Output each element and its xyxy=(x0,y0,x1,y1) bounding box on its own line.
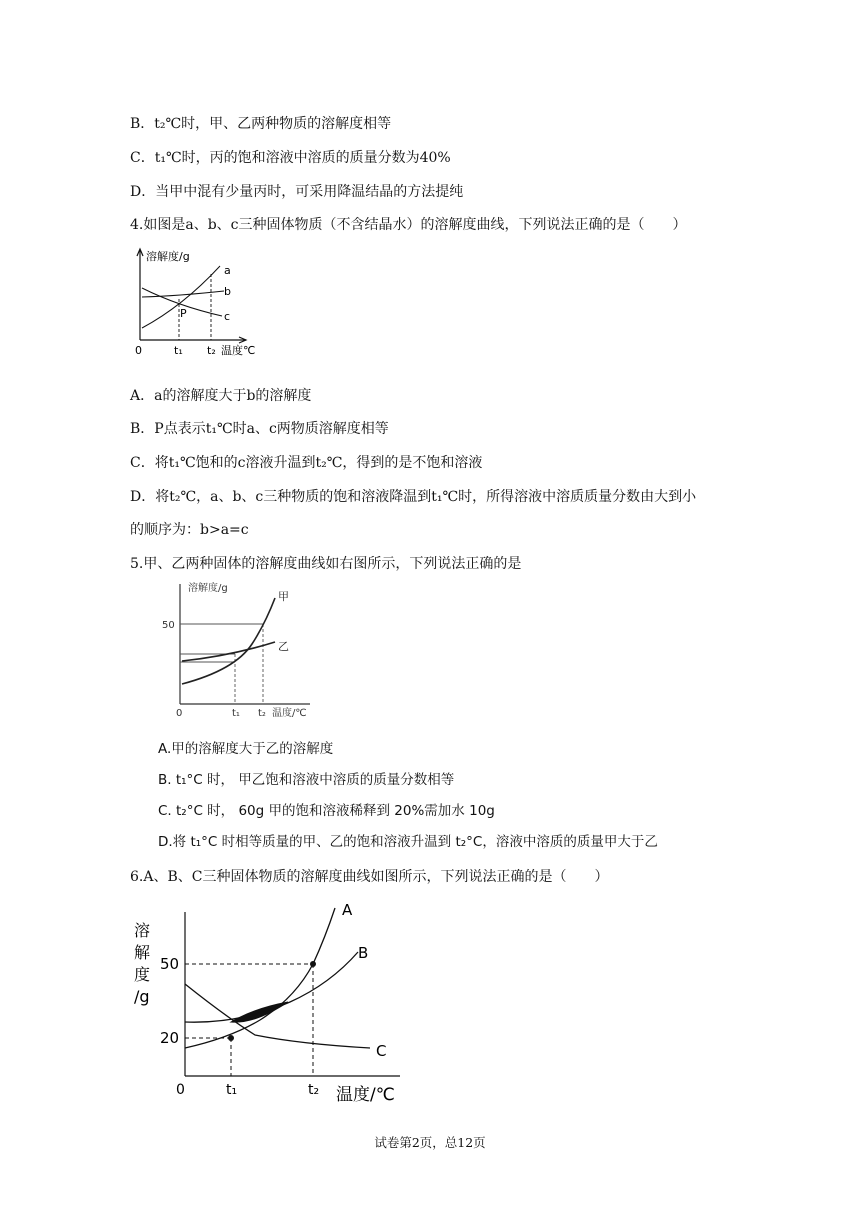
q3-option-c: C．t₁℃时，丙的饱和溶液中溶质的质量分数为40% xyxy=(130,150,451,166)
q5-option-b: B. t₁°C 时， 甲乙饱和溶液中溶质的质量分数相等 xyxy=(158,772,455,788)
q4-option-a: A．a的溶解度大于b的溶解度 xyxy=(130,388,312,404)
q5-curve-jia xyxy=(182,598,275,684)
q6-solubility-figure xyxy=(130,898,420,1108)
q6-t2-label: t₂ xyxy=(308,1082,320,1098)
q6-curve-c xyxy=(185,984,370,1048)
q4-point-p: P xyxy=(180,307,187,320)
q3-option-b: B．t₂℃时，甲、乙两种物质的溶解度相等 xyxy=(130,116,392,132)
q4-option-d-line2: 的顺序为：b>a=c xyxy=(130,522,249,538)
q4-stem: 4.如图是a、b、c三种固体物质（不含结晶水）的溶解度曲线，下列说法正确的是（ ） xyxy=(130,217,687,233)
q6-ylabel-4: /g xyxy=(134,987,150,1006)
q6-stem: 6.A、B、C三种固体物质的溶解度曲线如图所示，下列说法正确的是（ ） xyxy=(130,869,609,885)
q6-xlabel: 温度/℃ xyxy=(336,1085,395,1105)
q5-curve-yi xyxy=(182,642,275,661)
q4-option-b: B．P点表示t₁℃时a、c两物质溶解度相等 xyxy=(130,421,389,437)
page-footer: 试卷第2页，总12页 xyxy=(374,1135,486,1150)
q6-ylabel-2: 解 xyxy=(134,943,151,962)
q6-y50: 50 xyxy=(160,955,180,973)
q5-t2-label: t₂ xyxy=(258,708,266,719)
q5-ylabel: 溶解度/g xyxy=(188,583,228,594)
q5-xlabel: 温度/℃ xyxy=(272,708,307,719)
q6-label-a: A xyxy=(342,901,353,919)
q5-label-yi: 乙 xyxy=(278,640,289,653)
q4-t1-label: t₁ xyxy=(174,344,183,357)
q5-t1-label: t₁ xyxy=(232,708,240,719)
q5-label-jia: 甲 xyxy=(278,590,289,603)
q6-y20: 20 xyxy=(160,1029,180,1047)
q5-origin: 0 xyxy=(176,708,183,719)
q4-ylabel: 溶解度/g xyxy=(146,250,190,263)
q6-label-c: C xyxy=(376,1042,387,1060)
q5-solubility-figure xyxy=(160,576,330,721)
q4-xlabel: 温度℃ xyxy=(221,344,256,357)
q6-label-b: B xyxy=(358,944,369,962)
q4-solubility-figure xyxy=(128,244,268,358)
q4-label-b: b xyxy=(224,285,231,298)
q5-option-c: C. t₂°C 时， 60g 甲的饱和溶液稀释到 20%需加水 10g xyxy=(158,803,495,819)
q5-stem: 5.甲、乙两种固体的溶解度曲线如右图所示，下列说法正确的是 xyxy=(130,556,522,572)
q4-origin: 0 xyxy=(135,344,142,357)
q5-y50: 50 xyxy=(162,620,175,631)
q4-t2-label: t₂ xyxy=(207,344,216,357)
q4-label-c: c xyxy=(224,310,231,323)
q6-ylabel-1: 溶 xyxy=(134,921,151,940)
q4-option-c: C．将t₁℃饱和的c溶液升温到t₂℃，得到的是不饱和溶液 xyxy=(130,455,483,471)
q3-option-d: D．当甲中混有少量丙时，可采用降温结晶的方法提纯 xyxy=(130,184,464,200)
q4-option-d-line1: D．将t₂℃，a、b、c三种物质的饱和溶液降温到t₁℃时，所得溶液中溶质质量分数由大到小 xyxy=(130,489,697,505)
q5-option-a: A.甲的溶解度大于乙的溶解度 xyxy=(158,741,334,757)
q5-option-d: D.将 t₁°C 时相等质量的甲、乙的饱和溶液升温到 t₂°C，溶液中溶质的质量甲大于乙 xyxy=(158,834,658,850)
q6-origin: 0 xyxy=(176,1082,185,1098)
q6-t1-label: t₁ xyxy=(226,1082,238,1098)
q4-label-a: a xyxy=(224,264,231,277)
q6-ylabel-3: 度 xyxy=(134,965,151,984)
